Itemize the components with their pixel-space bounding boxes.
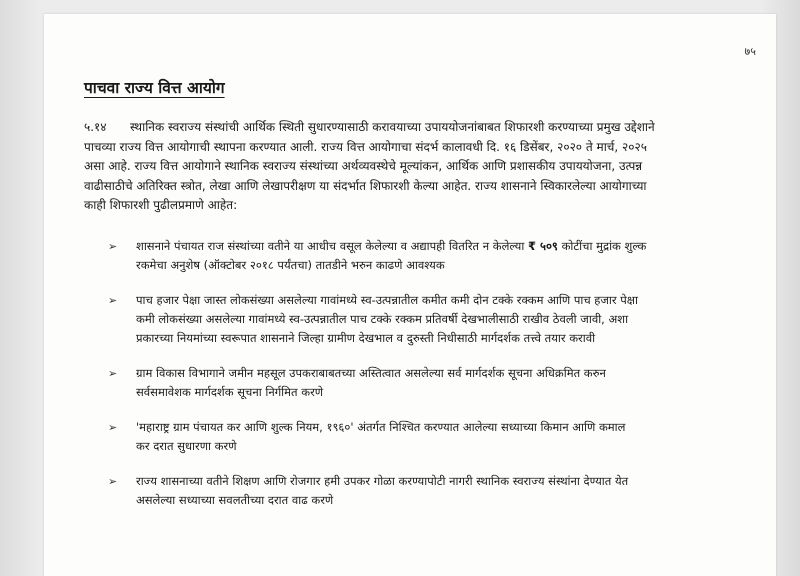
list-item-line: राज्य शासनाच्या वतीने शिक्षण आणि रोजगार हमी उपकर गोळा करण्यापोटी नागरी स्थानिक स्वराज्य संस्थांना देण्यात येत [136,474,629,488]
list-item-line: कमी लोकसंख्या असलेल्या गावांमध्ये स्व-उत्पन्नातील पाच टक्के रक्कम प्रतिवर्षी देखभालीसाठी राखीव ठेवली जावी, अशा [136,312,629,326]
paragraph-line: वाढीसाठीचे अतिरिक्त स्त्रोत, लेखा आणि लेखापरीक्षण या संदर्भात शिफारशी केल्या आहेत. राज्य शासनाने स्विकारलेल्या आयोगाच्या [84,178,647,193]
list-item-line [136,237,758,256]
list-item-text: कोटींचा मुद्रांक शुल्क [557,239,647,253]
list-item-line: कर दरात सुधारणा करणे [136,439,237,453]
recommendations-list [108,237,758,526]
list-item [108,237,758,275]
paragraph-line [84,118,760,138]
paragraph-line: असा आहे. राज्य वित्त आयोगाने स्थानिक स्वराज्य संस्थांच्या अर्थव्यवस्थेचे मूल्यांकन, आर्थिक आणि प्रशासकीय उपाययोजना, उत्पन्न [84,159,643,173]
arrow-bullet-icon: ➢ [108,367,118,380]
document-page [44,14,776,576]
list-item-line: प्रकारच्या नियमांच्या स्वरूपात शासनाने जिल्हा ग्रामीण देखभाल व दुरुस्ती निधीसाठी मार्गदर्शक तत्त्वे तयार करावी [136,331,596,345]
paragraph-line: काही शिफारशी पुढीलप्रमाणे आहेत: [84,198,238,212]
list-item-line: पाच हजार पेक्षा जास्त लोकसंख्या असलेल्या गावांमध्ये स्व-उत्पन्नातील कमीत कमी दोन टक्के रक्कम आणि पाच हजार पेक्षा [136,293,639,307]
list-item [108,418,758,456]
list-item-line: रकमेचा अनुशेष (ऑक्टोबर २०१८ पर्यंतचा) तातडीने भरुन काढणे आवश्यक [136,258,445,272]
paragraph-line: पाचव्या राज्य वित्त आयोगाची स्थापना करण्यात आली. राज्य वित्त आयोगाचा संदर्भ कालावधी दि. १६ डिसेंबर, २०२० ते मार्च, २०२५ [84,139,648,154]
paragraph-line-text: स्थानिक स्वराज्य संस्थांची आर्थिक स्थिती सुधारण्यासाठी करावयाच्या उपाययोजनांबाबत शिफारशी करण्याच्या प्रमुख उद्देशाने [130,120,655,134]
section-heading: पाचवा राज्य वित्त आयोग [84,79,225,97]
intro-paragraph [84,118,760,216]
list-item [108,472,758,510]
list-item-line: असलेल्या सध्याच्या सवलतीच्या दरात वाढ करणे [136,493,334,507]
list-item-text: शासनाने पंचायत राज संस्थांच्या वतीने या आधीच वसूल केलेल्या व अद्यापही वितरित न केलेल्या [136,239,528,253]
arrow-bullet-icon: ➢ [108,421,118,434]
page-number: ७५ [744,45,756,58]
list-item [108,364,758,402]
list-item-line: 'महाराष्ट्र ग्राम पंचायत कर आणि शुल्क नियम, १९६०' अंतर्गत निश्चित करण्यात आलेल्या सध्याच्या किमान आणि कमाल [136,420,626,434]
list-item-line: ग्राम विकास विभागाने जमीन महसूल उपकराबाबतच्या अस्तित्वात असलेल्या सर्व मार्गदर्शक सूचना अधिक्रमित करुन [136,366,606,380]
paragraph-number: ५.१४ [84,120,107,134]
arrow-bullet-icon: ➢ [108,240,118,253]
arrow-bullet-icon: ➢ [108,475,118,488]
list-item-line: सर्वसमावेशक मार्गदर्शक सूचना निर्गमित करणे [136,385,324,399]
list-item [108,291,758,348]
amount-value: ₹ ५०९ [527,239,558,253]
arrow-bullet-icon: ➢ [108,294,118,307]
